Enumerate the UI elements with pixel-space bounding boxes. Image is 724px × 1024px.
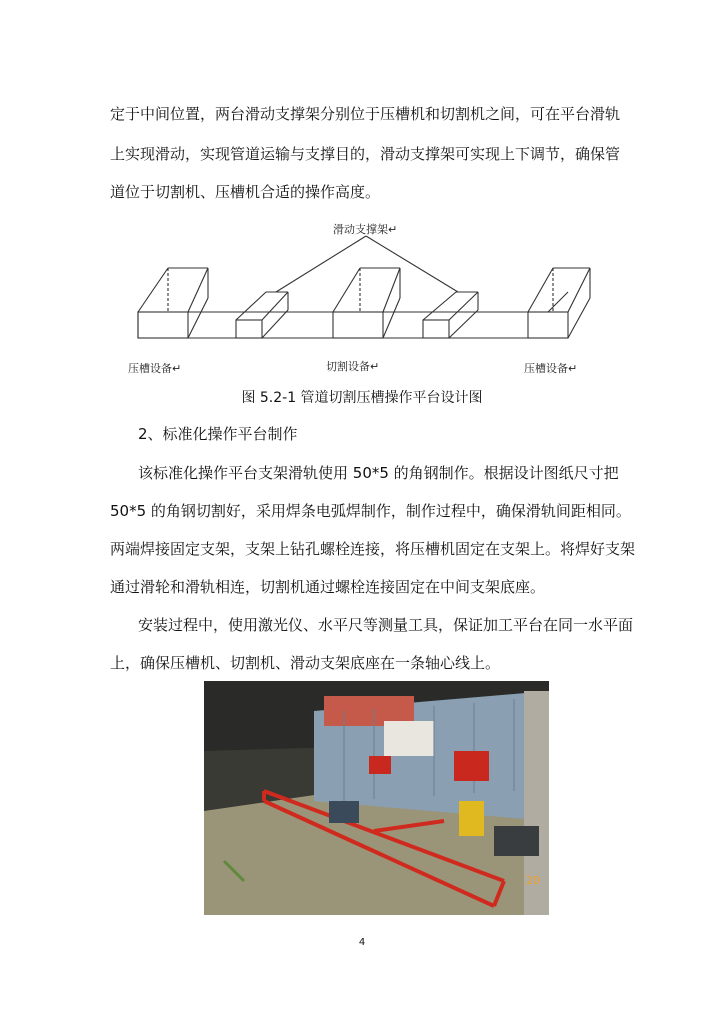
diagram-label-middle: 切割设备↵ bbox=[326, 360, 380, 373]
middle-cutting-box bbox=[333, 268, 400, 338]
figure-caption: 图 5.2-1 管道切割压槽操作平台设计图 bbox=[241, 390, 483, 406]
paragraph-2-line-2: 50*5 的角钢切割好，采用焊条电弧焊制作，制作过程中，确保滑轨间距相同。 bbox=[110, 502, 631, 520]
paragraph-1-line-1: 定于中间位置，两台滑动支撑架分别位于压槽机和切割机之间，可在平台滑轨 bbox=[110, 105, 621, 123]
paragraph-1-line-2: 上实现滑动，实现管道运输与支撑目的，滑动支撑架可实现上下调节，确保管 bbox=[110, 145, 621, 163]
left-grooving-box bbox=[138, 268, 208, 338]
slide-support-1 bbox=[236, 292, 288, 338]
leader-line-right bbox=[366, 236, 458, 292]
diagram-top-label: 滑动支撑架↵ bbox=[333, 223, 398, 236]
paragraph-2-line-1: 该标准化操作平台支架滑轨使用 50*5 的角钢制作。根据设计图纸尺寸把 bbox=[138, 464, 619, 482]
leader-line-left bbox=[276, 236, 366, 292]
paragraph-2-line-3: 两端焊接固定支架，支架上钻孔螺栓连接，将压槽机固定在支架上。将焊好支架 bbox=[110, 540, 636, 558]
page-number: 4 bbox=[358, 937, 366, 948]
right-grooving-box bbox=[528, 268, 590, 338]
slide-support-2 bbox=[423, 292, 478, 338]
section-heading: 2、标准化操作平台制作 bbox=[138, 425, 298, 443]
photo-stamp: 20 bbox=[526, 874, 540, 887]
platform-photo bbox=[204, 681, 549, 915]
paragraph-3-line-1: 安装过程中，使用激光仪、水平尺等测量工具，保证加工平台在同一水平面 bbox=[138, 616, 634, 634]
diagram-label-left: 压槽设备↵ bbox=[128, 362, 182, 375]
paragraph-2-line-4: 通过滑轮和滑轨相连，切割机通过螺栓连接固定在中间支架底座。 bbox=[110, 578, 546, 596]
paragraph-3-line-2: 上，确保压槽机、切割机、滑动支架底座在一条轴心线上。 bbox=[110, 654, 501, 672]
platform-design-diagram bbox=[128, 220, 598, 380]
paragraph-1-line-3: 道位于切割机、压槽机合适的操作高度。 bbox=[110, 183, 381, 201]
diagram-label-right: 压槽设备↵ bbox=[524, 362, 578, 375]
